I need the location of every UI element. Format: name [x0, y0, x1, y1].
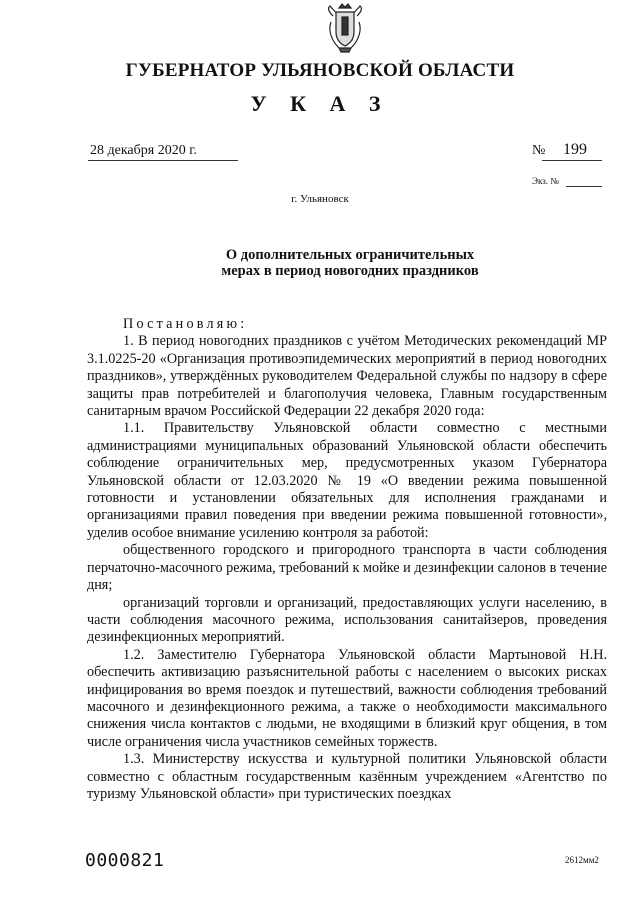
paragraph-1-3: 1.3. Министерству искусства и культурной политики Ульяновской области совместно с областным государственным казённым учреждением «Агентство по туризму Ульяновской области» при туристических поездках: [87, 751, 607, 802]
document-type: У К А З: [250, 91, 390, 116]
paragraph-1-1-trade: организаций торговли и организаций, предоставляющих услуги населению, в части соблюдения масочного режима, использования санитайзеров, проведения дезинфекционных мероприятий.: [87, 594, 607, 646]
paragraph-1-1: 1.1. Правительству Ульяновской области совместно с местными администрациями муниципальных образований Ульяновской области обеспечить соблюдение ограничительных мер, предусмотренных указом Губернатора Ульяновской области от 12.03.2020 № 19 «О введении режима повышенной готовности и установлении обязательных для исполнения гражданами и организациями правил поведения при введении режима повышенной готовности», уделив особое внимание усилению контроля за работой:: [87, 420, 607, 541]
document-title: [0, 247, 640, 279]
title-line-2: мерах в период новогодних праздников: [221, 263, 479, 279]
document-number: 199: [563, 141, 587, 158]
document-body: [87, 316, 607, 803]
coat-of-arms-icon: [325, 2, 365, 54]
date-underline: [88, 160, 238, 161]
paragraph-1-2: 1.2. Заместителю Губернатора Ульяновской области Мартыновой Н.Н. обеспечить активизацию разъяснительной работы с населением о высоких рисках инфицирования во время поездок и путешествий, важности соблюдения требований масочного и дезинфекционного режима, а также о необходимости максимального снижения числа контактов с людьми, не входящими в близкий круг общения, в том числе ограничения числа участников семейных торжеств.: [87, 646, 607, 750]
copy-number-label: Экз. №: [532, 176, 559, 186]
document-date: 28 декабря 2020 г.: [90, 143, 197, 158]
title-line-1: О дополнительных ограничительных: [225, 247, 475, 263]
issuing-authority: ГУБЕРНАТОР УЛЬЯНОВСКОЙ ОБЛАСТИ: [125, 60, 515, 81]
city: г. Ульяновск: [291, 193, 349, 205]
form-code: 2612мм2: [565, 855, 599, 865]
decree-word: Постановляю:: [123, 316, 248, 332]
number-label: №: [532, 143, 546, 158]
copy-number-underline: [566, 186, 602, 187]
serial-number: 0000821: [85, 850, 165, 871]
paragraph-1: 1. В период новогодних праздников с учётом Методических рекомендаций МР 3.1.0225-20 «Организация противоэпидемических мероприятий в период новогодних праздников», утверждённых руководителем Федеральной службы по надзору в сфере защиты прав потребителей и благополучия человека, Главным государственным санитарным врачом Российской Федерации 22 декабря 2020 года:: [87, 333, 607, 420]
paragraph-1-1-transport: общественного городского и пригородного транспорта в части соблюдения перчаточно-масочного режима, требований к мойке и дезинфекции салонов в течение дня;: [87, 542, 607, 594]
number-underline: [542, 160, 602, 161]
